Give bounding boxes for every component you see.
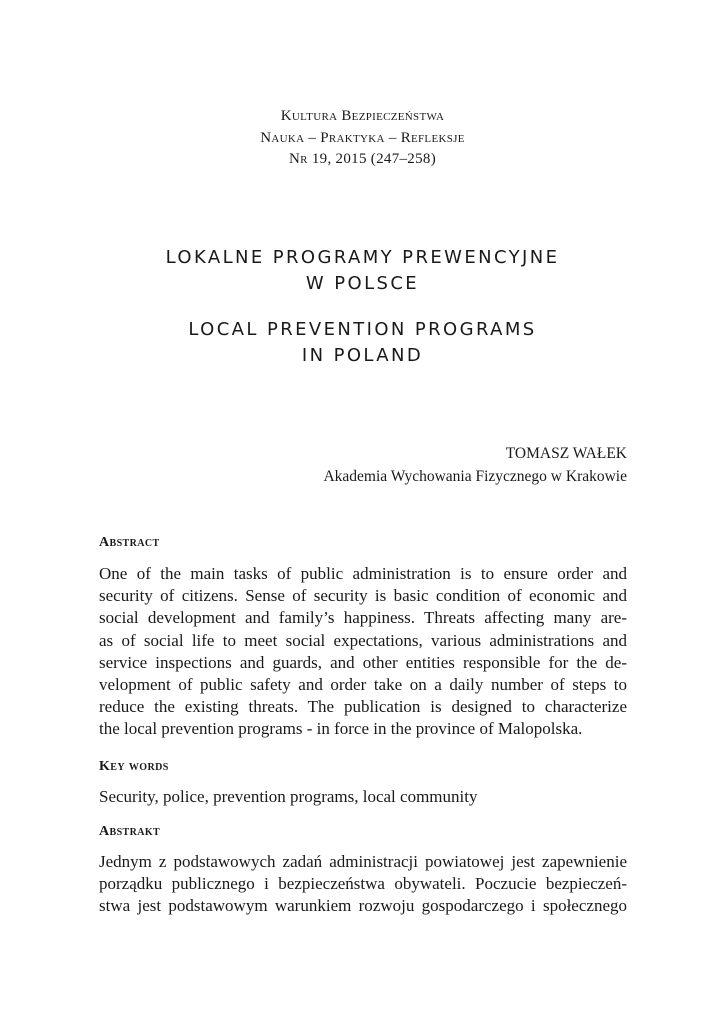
title-english-line-2: IN POLAND <box>301 345 424 366</box>
keywords-heading: Key words <box>99 759 169 774</box>
abstract-line: security of citizens. Sense of security is basic condition of economic and <box>99 586 627 606</box>
journal-subtitle: Nauka – Praktyka – Refleksje <box>260 129 465 146</box>
abstrakt-body <box>99 851 627 918</box>
keywords-line: Security, police, prevention programs, local community <box>99 787 478 806</box>
author-name: TOMASZ WAŁEK <box>505 445 627 462</box>
abstract-line: social development and family’s happiness. Threats affecting many are- <box>99 608 627 628</box>
title-polish-line-1: LOKALNE PROGRAMY PREWENCYJNE <box>165 247 560 268</box>
abstract-line: the local prevention programs - in force in the province of Malopolska. <box>99 719 583 739</box>
journal-name: Kultura Bezpieczeństwa <box>280 108 445 124</box>
abstract-line: reduce the existing threats. The publication is designed to characterize <box>99 697 627 717</box>
abstrakt-line: porządku publicznego i bezpieczeństwa obywateli. Poczucie bezpieczeń- <box>99 874 627 894</box>
journal-header <box>0 106 725 171</box>
abstract-line: as of social life to meet social expectations, various administrations and <box>99 630 627 650</box>
abstrakt-heading: Abstrakt <box>99 824 161 839</box>
issue-details: 19, 2015 (247–258) <box>311 151 436 167</box>
author-affiliation: Akademia Wychowania Fizycznego w Krakowie <box>323 467 627 485</box>
title-english <box>0 317 725 369</box>
abstract-line: velopment of public safety and order take on a daily number of steps to <box>99 675 627 695</box>
abstrakt-line: stwa jest podstawowym warunkiem rozwoju gospodarczego i społecznego <box>99 896 627 916</box>
issue-prefix: Nr <box>289 151 308 167</box>
title-polish <box>0 245 725 297</box>
journal-issue <box>0 149 725 171</box>
abstract-line: One of the main tasks of public administration is to ensure order and <box>99 564 627 583</box>
keywords-text <box>99 786 627 808</box>
title-polish-line-2: W POLSCE <box>305 273 420 294</box>
abstract-line: service inspections and guards, and other entities responsible for the de- <box>99 652 627 672</box>
title-english-line-1: LOCAL PREVENTION PROGRAMS <box>188 319 537 340</box>
abstract-body <box>99 563 627 741</box>
author-block <box>323 443 627 488</box>
abstract-heading: Abstract <box>99 535 160 550</box>
abstrakt-line: Jednym z podstawowych zadań administracji powiatowej jest zapewnienie <box>99 852 627 871</box>
